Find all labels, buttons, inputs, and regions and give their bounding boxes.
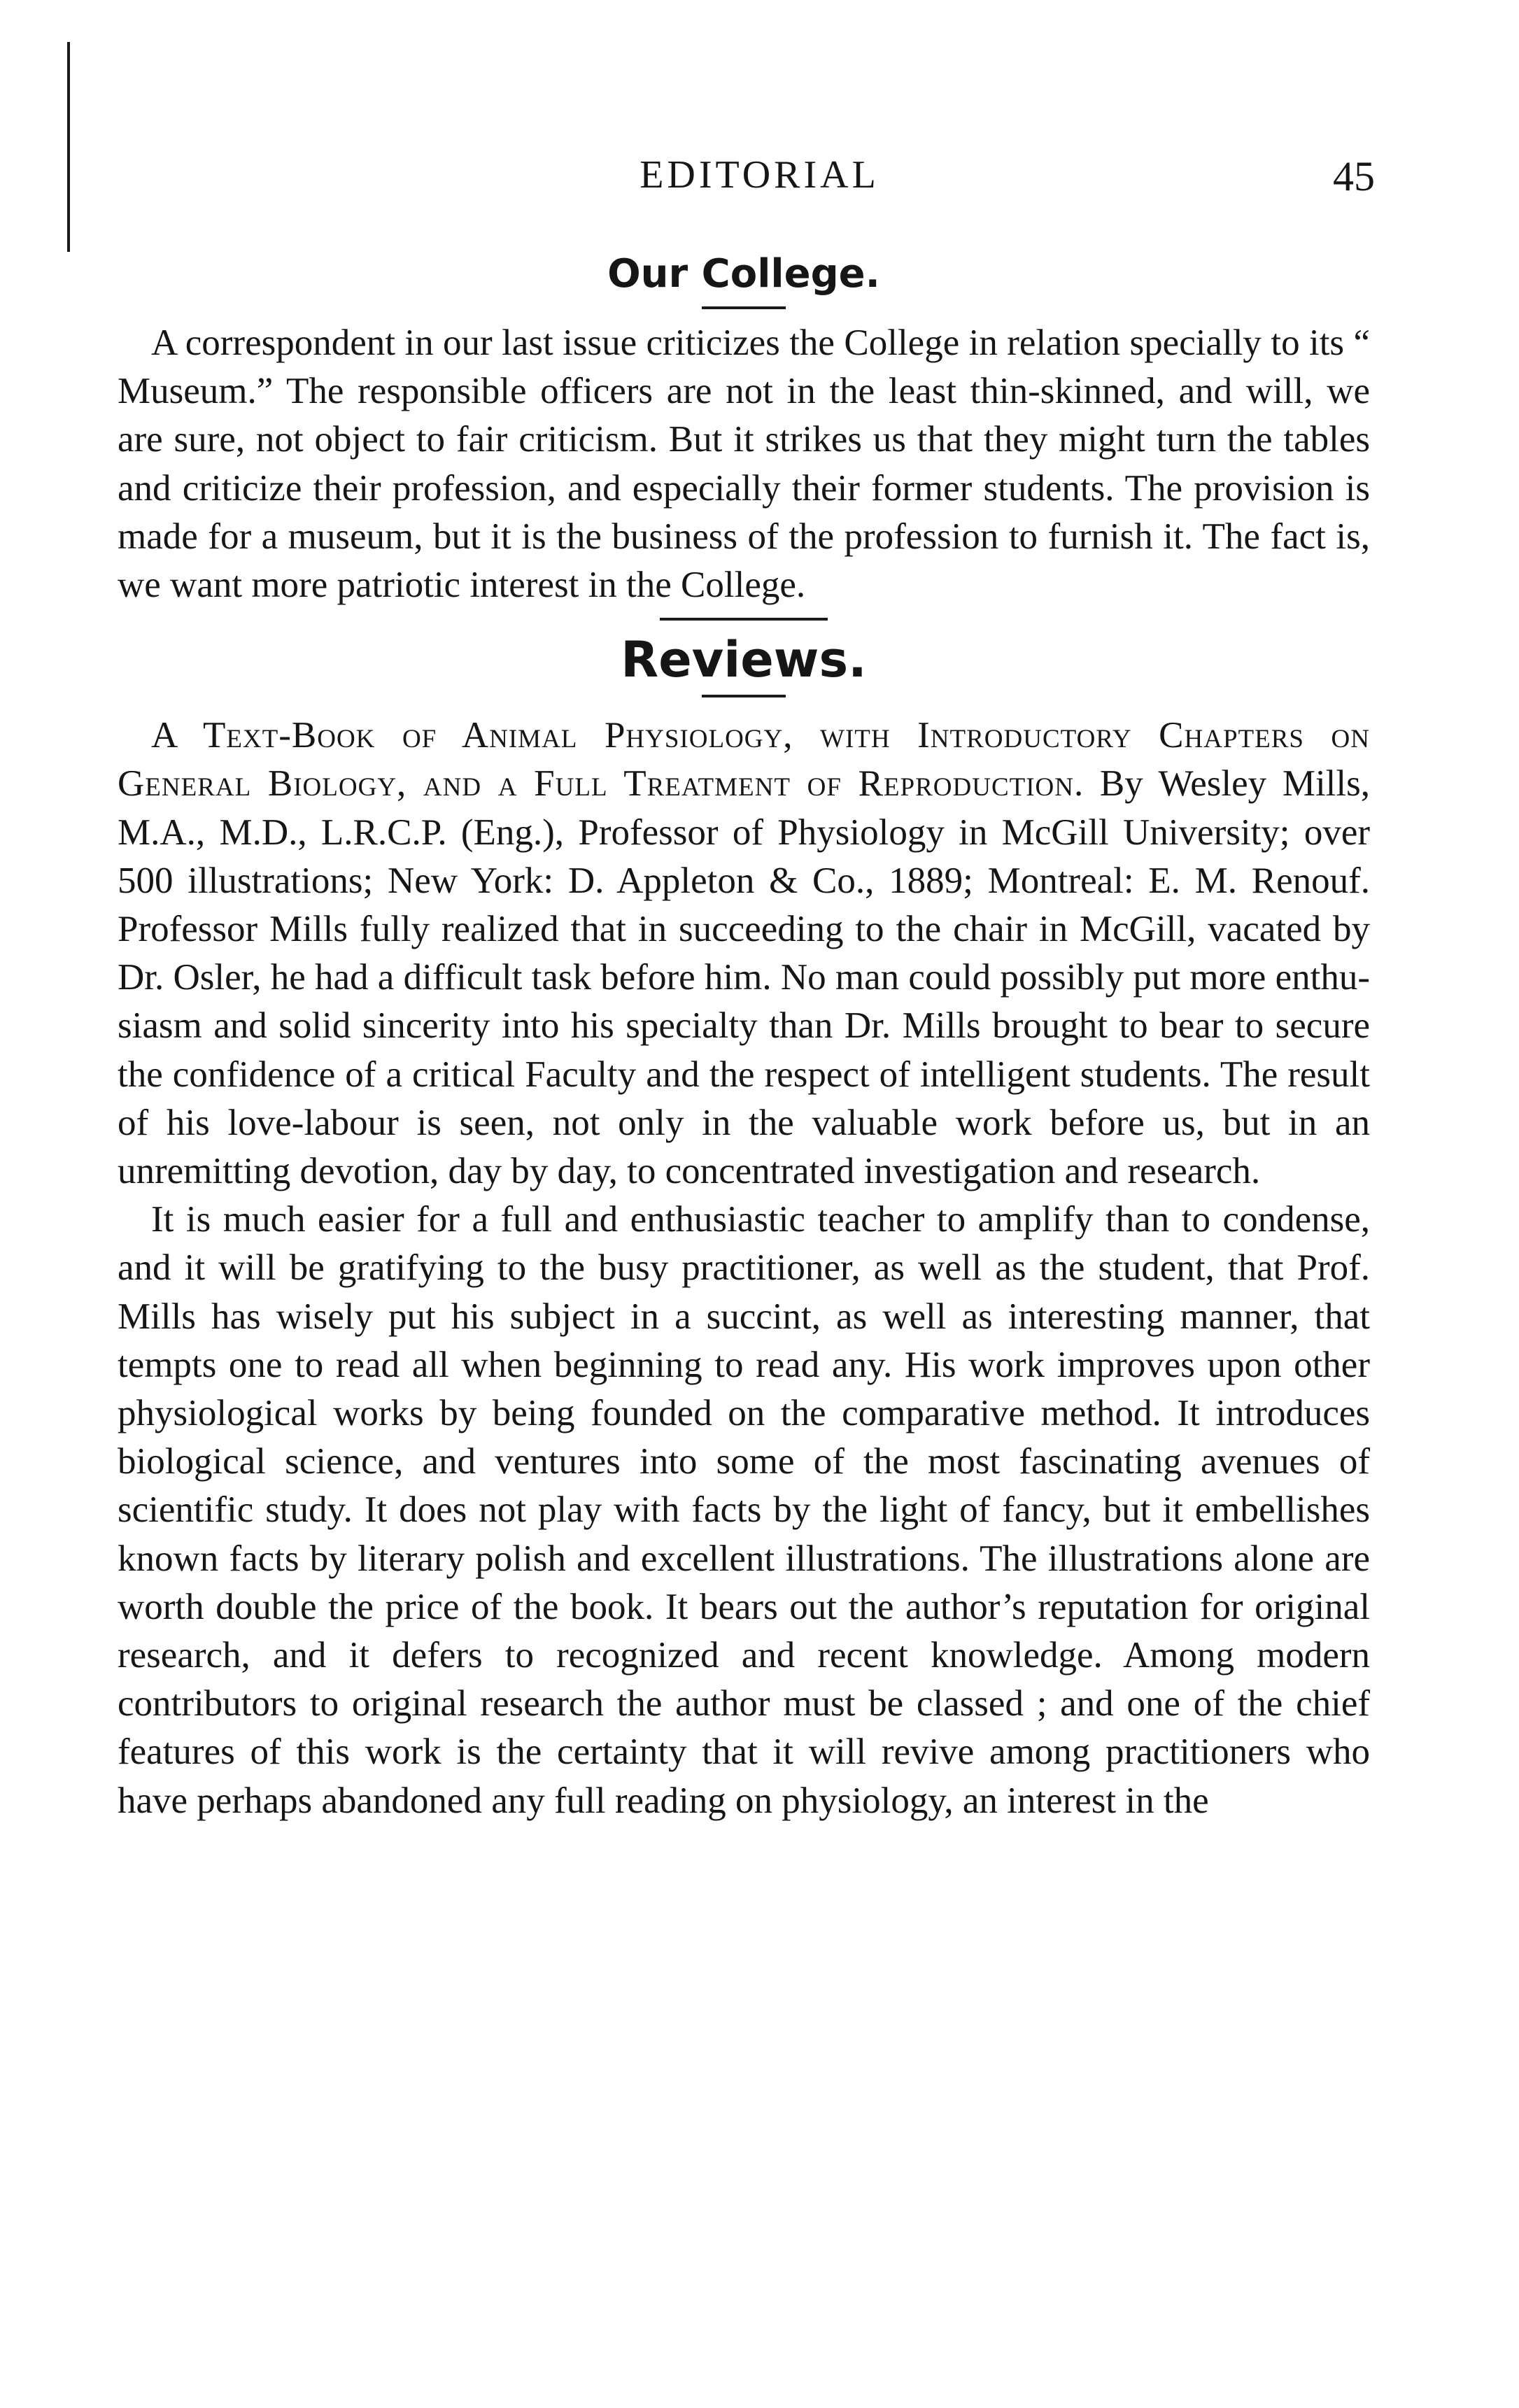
margin-rule <box>67 42 70 252</box>
review-book-title: A Text-Book of Animal Physiology, with Introductory Chapters on General Biology, and a Full Treatment of Reproduction. <box>118 715 1370 805</box>
review-paragraph <box>118 711 1370 1196</box>
college-paragraph: A correspondent in our last issue criticizes the College in relation specially to its “ Museum.” The responsible officers are not in the least thin-skinned, and will, we are sure, not object to fair criticism. But it strikes us that they might turn the tables and criticize their profession, and especially their former students. The provision is made for a museum, but it is the business of the profession to furnish it. The fact is, we want more patriotic interest in the College. <box>118 323 1370 606</box>
section-divider <box>660 618 828 621</box>
page-number: 45 <box>1333 153 1375 199</box>
running-head <box>0 153 1519 208</box>
heading-rule <box>702 306 786 309</box>
review-paragraph: It is much easier for a full and enthusiastic teacher to amplify than to condense, and it will be gratifying to the busy practitioner, as well as the student, that Prof. Mills has wisely put his subject in a succint, as well as interesting manner, that tempts one to read all when beginning to read any. His work improves upon other physiological works by being founded on the comparative method. It introduces biological science, and ventures into some of the most fascinating avenues of scientific study. It does not play with facts by the light of fancy, but it embellishes known facts by literary polish and excellent illustrations. The illustrations alone are worth double the price of the book. It bears out the author’s reputation for original research, and it defers to recognized and recent knowledge. Among modern contributors to original research the author must be classed ; and one of the chief features of this work is the certainty that it will revive among practitioners who have perhaps abandoned any full reading on physiology, an interest in the <box>118 1199 1370 1821</box>
heading-rule <box>702 695 786 697</box>
text-column <box>118 246 1370 1825</box>
section-heading-our-college: Our College. <box>607 251 880 297</box>
section-heading-reviews: Reviews. <box>621 631 867 689</box>
review-paragraph-text: By Wesley Mills, M.A., M.D., L.R.C.P. (Eng.), Professor of Physiology in McGill University; over 500 illustrations; New York: D. Appleton & Co., 1889; Montreal: E. M. Renouf. Professor Mills fully realized that in succeeding to the chair in McGill, vacated by Dr. Osler, he had a difficult task before him. No man could possibly put more enthusiasm and solid sincerity into his specialty than Dr. Mills brought to bear to secure the confidence of a critical Faculty and the respect of intelligent students. The result of his love-labour is seen, not only in the valuable work before us, but in an unremitting devotion, day by day, to concentrated investigation and research. <box>118 763 1370 1192</box>
running-title: EDITORIAL <box>640 153 879 197</box>
